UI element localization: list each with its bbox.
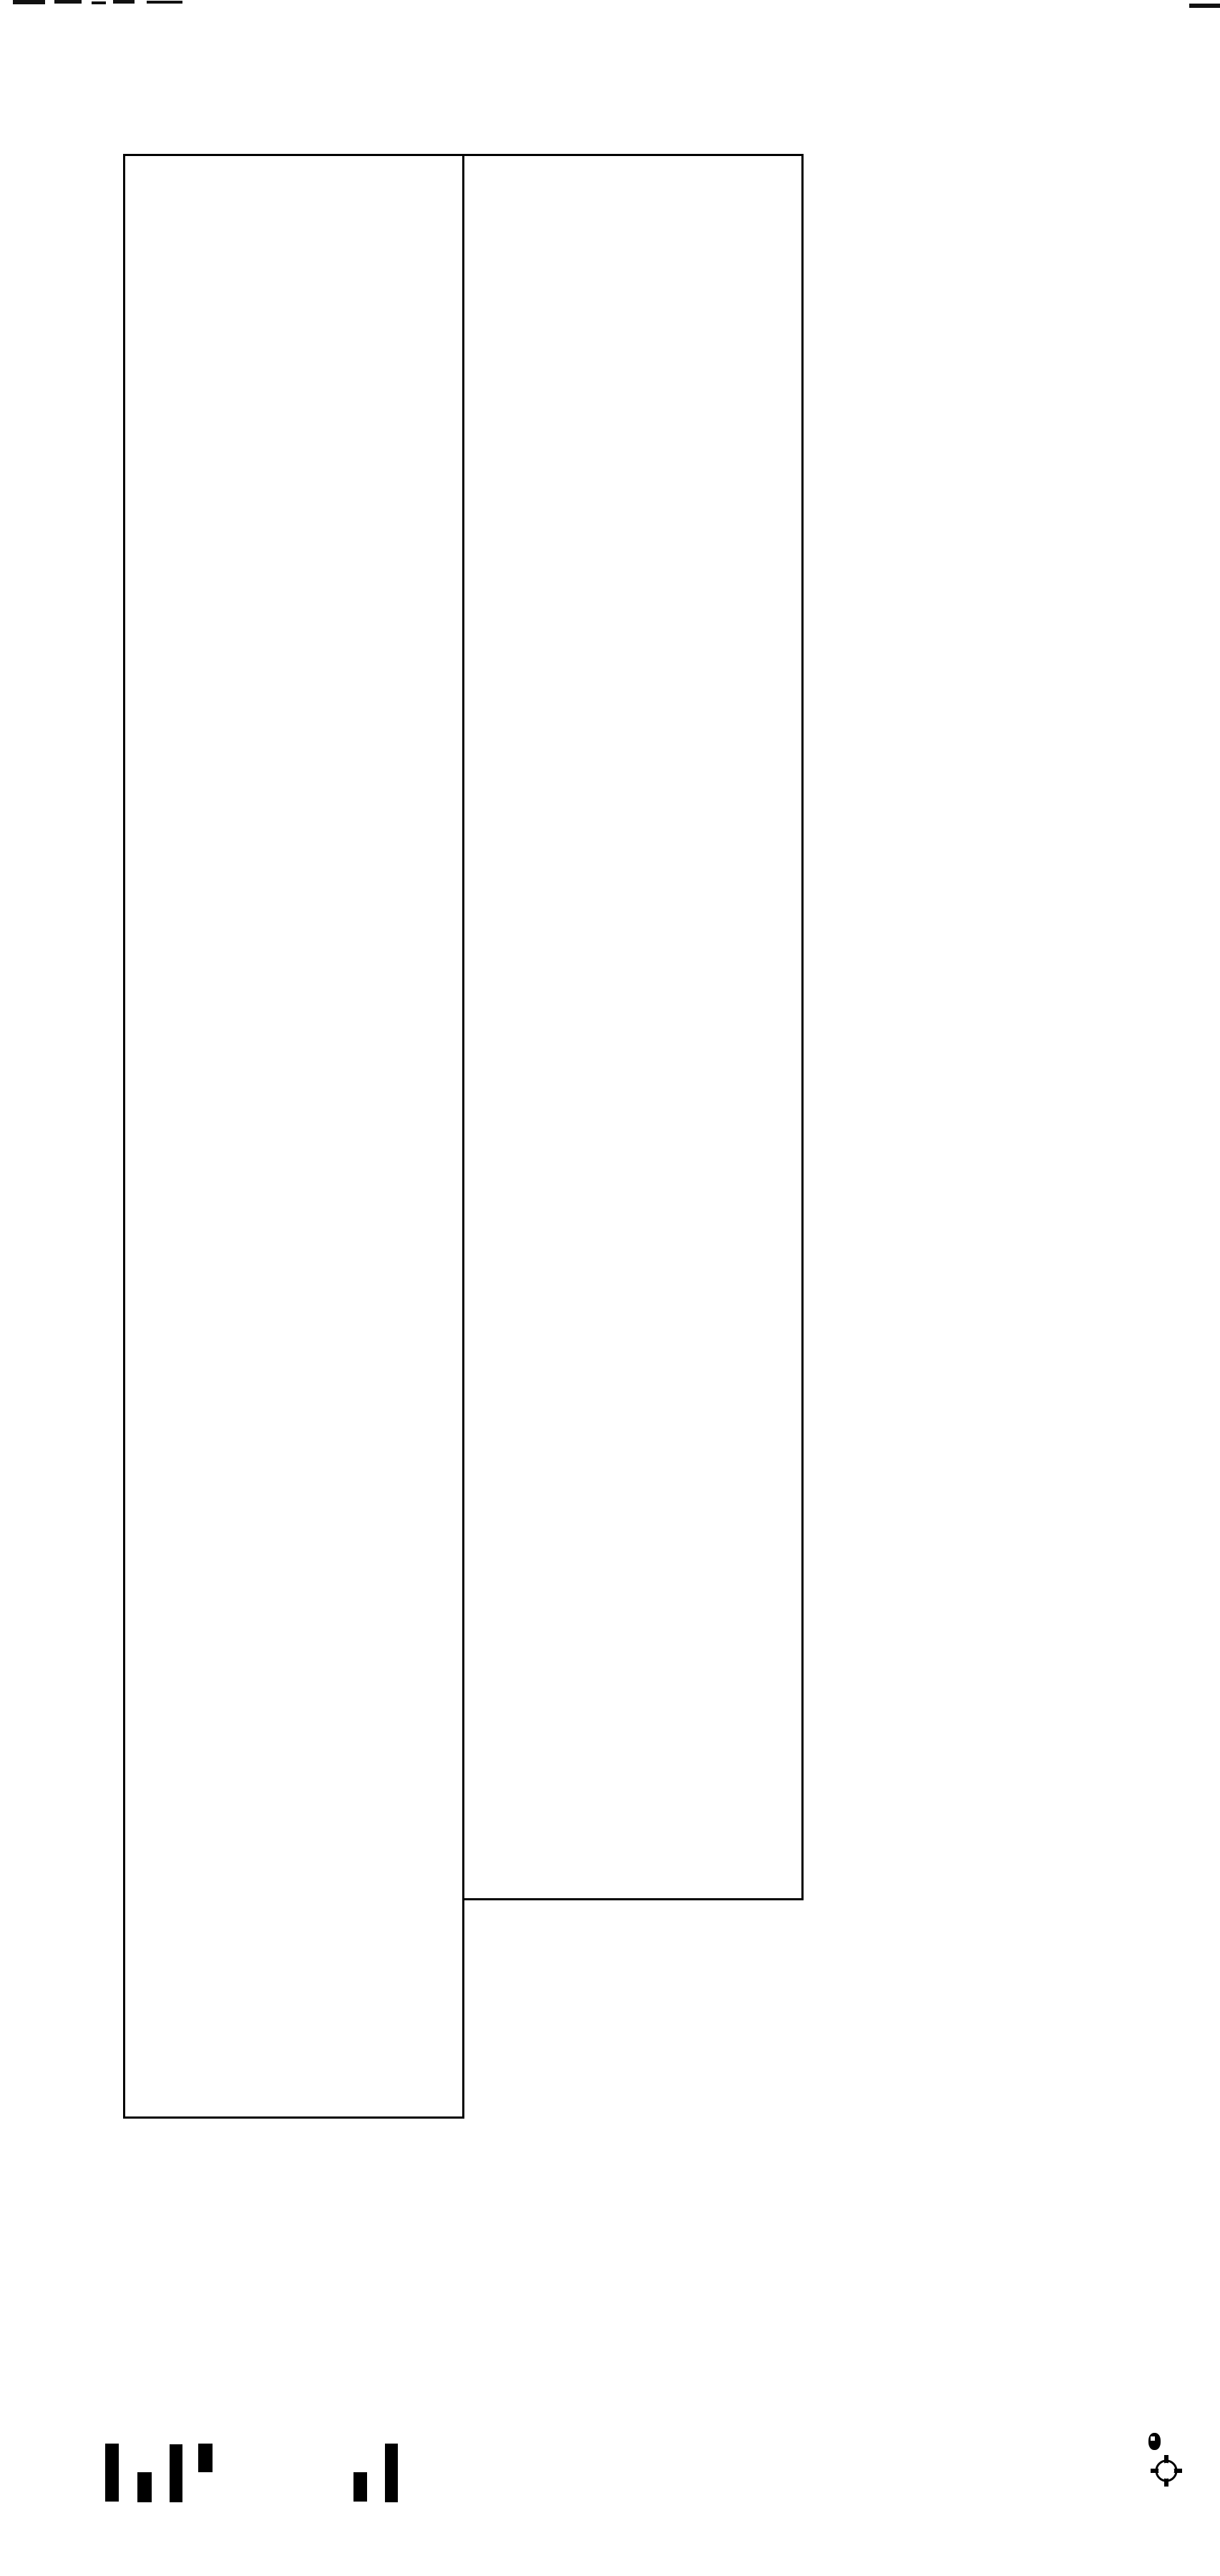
stub-barcode-bar <box>385 2444 398 2502</box>
stub-barcode-bar <box>105 2444 119 2502</box>
scan-artifact <box>54 0 82 4</box>
scan-artifact <box>147 1 182 4</box>
scan-artifact <box>113 0 135 4</box>
stub-barcode-bar <box>198 2444 213 2472</box>
stub-barcode-bar <box>137 2472 152 2502</box>
scan-artifact-blob <box>1148 2433 1161 2450</box>
contests-column <box>123 154 464 2119</box>
measures-column <box>462 154 804 1900</box>
stub-barcode-bar <box>170 2444 182 2502</box>
stub-barcode-bar <box>353 2472 367 2502</box>
scan-artifact <box>13 0 45 4</box>
registration-target-icon <box>1149 2454 1184 2488</box>
scan-artifact <box>92 1 106 4</box>
scan-artifact <box>1189 4 1220 8</box>
